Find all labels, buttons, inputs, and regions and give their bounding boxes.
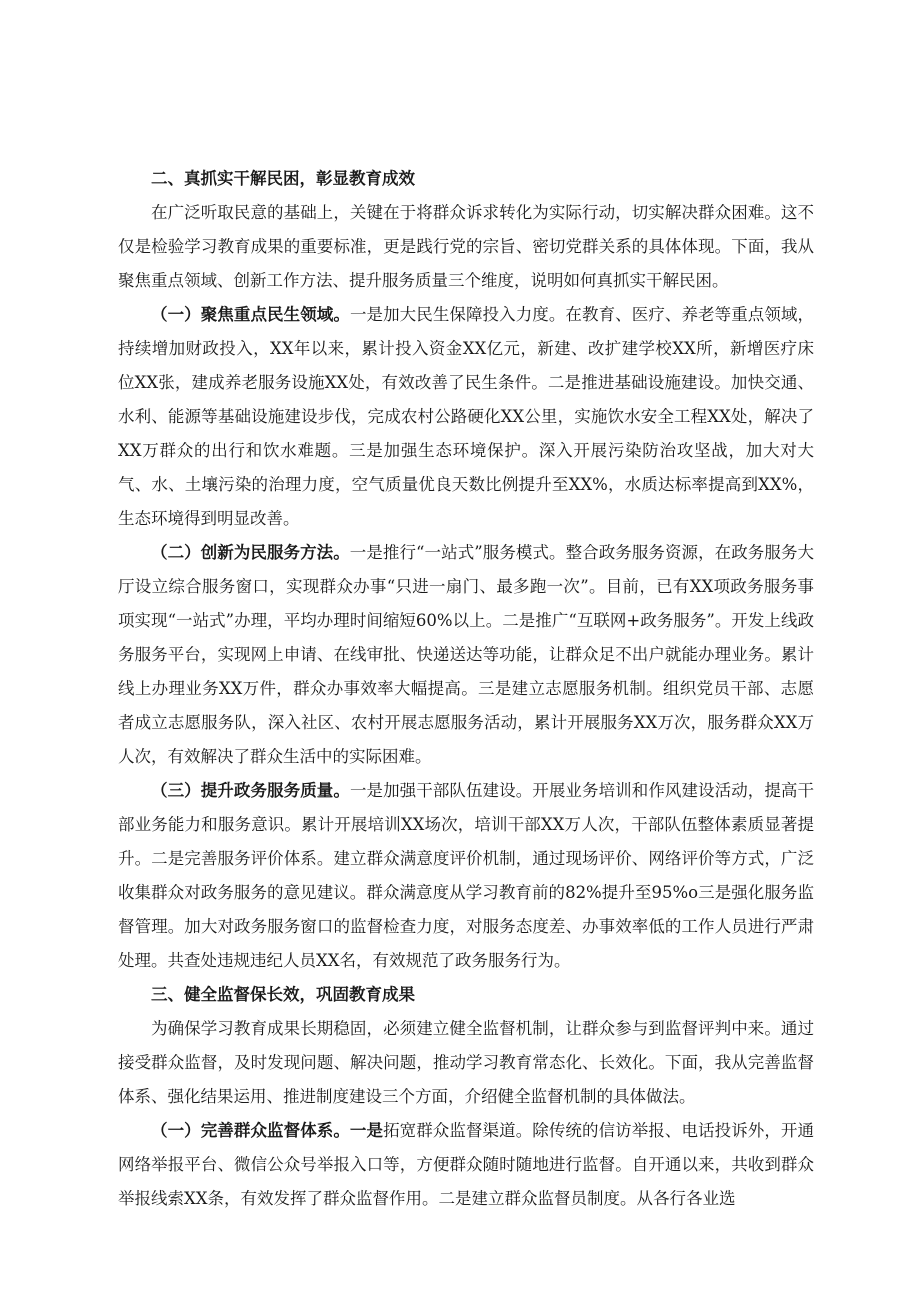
paragraph-2-3	[118, 774, 814, 978]
section-heading-2: 二、真抓实干解民困，彰显教育成效	[151, 169, 415, 188]
paragraph-lead: （一）聚焦重点民生领域。	[151, 305, 350, 324]
document-page	[118, 162, 814, 1216]
paragraph-lead: （二）创新为民服务方法。	[151, 543, 350, 562]
paragraph-2-2	[118, 536, 814, 774]
paragraph-body: 一是推行“一站式”服务模式。整合政务服务资源，在政务服务大厅设立综合服务窗口，实现群众办事“只进一扇门、最多跑一次”。目前，已有XX项政务服务事项实现“一站式”办理，平均办理时间缩短60%以上。二是推广“互联网+政务服务”。开发上线政务服务平台，实现网上申请、在线审批、快递送达等功能，让群众足不出户就能办理业务。累计线上办理业务XX万件，群众办事效率大幅提高。三是建立志愿服务机制。组织党员干部、志愿者成立志愿服务队，深入社区、农村开展志愿服务活动，累计开展服务XX万次，服务群众XX万人次，有效解决了群众生活中的实际困难。	[118, 543, 815, 766]
paragraph-body: 一是加强干部队伍建设。开展业务培训和作风建设活动，提高干部业务能力和服务意识。累计开展培训XX场次，培训干部XX万人次，干部队伍整体素质显著提升。二是完善服务评价体系。建立群众满意度评价机制，通过现场评价、网络评价等方式，广泛收集群众对政务服务的意见建议。群众满意度从学习教育前的82%提升至95%o三是强化服务监督管理。加大对政务服务窗口的监督检查力度，对服务态度差、办事效率低的工作人员进行严肃处理。共查处违规违纪人员XX名，有效规范了政务服务行为。	[118, 781, 815, 970]
paragraph-body: 一是加大民生保障投入力度。在教育、医疗、养老等重点领域，持续增加财政投入，XX年以来，累计投入资金XX亿元，新建、改扩建学校XX所，新增医疗床位XX张，建成养老服务设施XX处，有效改善了民生条件。二是推进基础设施建设。加快交通、水利、能源等基础设施建设步伐，完成农村公路硬化XX公里，实施饮水安全工程XX处，解决了XX万群众的出行和饮水难题。三是加强生态环境保护。深入开展污染防治攻坚战，加大对大气、水、土壤污染的治理力度，空气质量优良天数比例提升至XX%，水质达标率提高到XX%，生态环境得到明显改善。	[118, 305, 815, 528]
section-2-intro: 在广泛听取民意的基础上，关键在于将群众诉求转化为实际行动，切实解决群众困难。这不仅是检验学习教育成果的重要标准，更是践行党的宗旨、密切党群关系的具体体现。下面，我从聚焦重点领域、创新工作方法、提升服务质量三个维度，说明如何真抓实干解民困。	[118, 203, 814, 290]
paragraph-lead: （三）提升政务服务质量。	[151, 781, 350, 800]
paragraph-lead: （一）完善群众监督体系。一是	[151, 1121, 384, 1140]
paragraph-3-1	[118, 1114, 814, 1216]
paragraph-2-1	[118, 298, 814, 536]
section-heading-3: 三、健全监督保长效，巩固教育成果	[151, 985, 415, 1004]
paragraph-body: 拓宽群众监督渠道。除传统的信访举报、电话投诉外，开通网络举报平台、微信公众号举报入口等，方便群众随时随地进行监督。自开通以来，共收到群众举报线索XX条，有效发挥了群众监督作用。二是建立群众监督员制度。从各行各业选	[118, 1121, 815, 1208]
section-3-intro: 为确保学习教育成果长期稳固，必须建立健全监督机制，让群众参与到监督评判中来。通过接受群众监督，及时发现问题、解决问题，推动学习教育常态化、长效化。下面，我从完善监督体系、强化结果运用、推进制度建设三个方面，介绍健全监督机制的具体做法。	[118, 1019, 814, 1106]
